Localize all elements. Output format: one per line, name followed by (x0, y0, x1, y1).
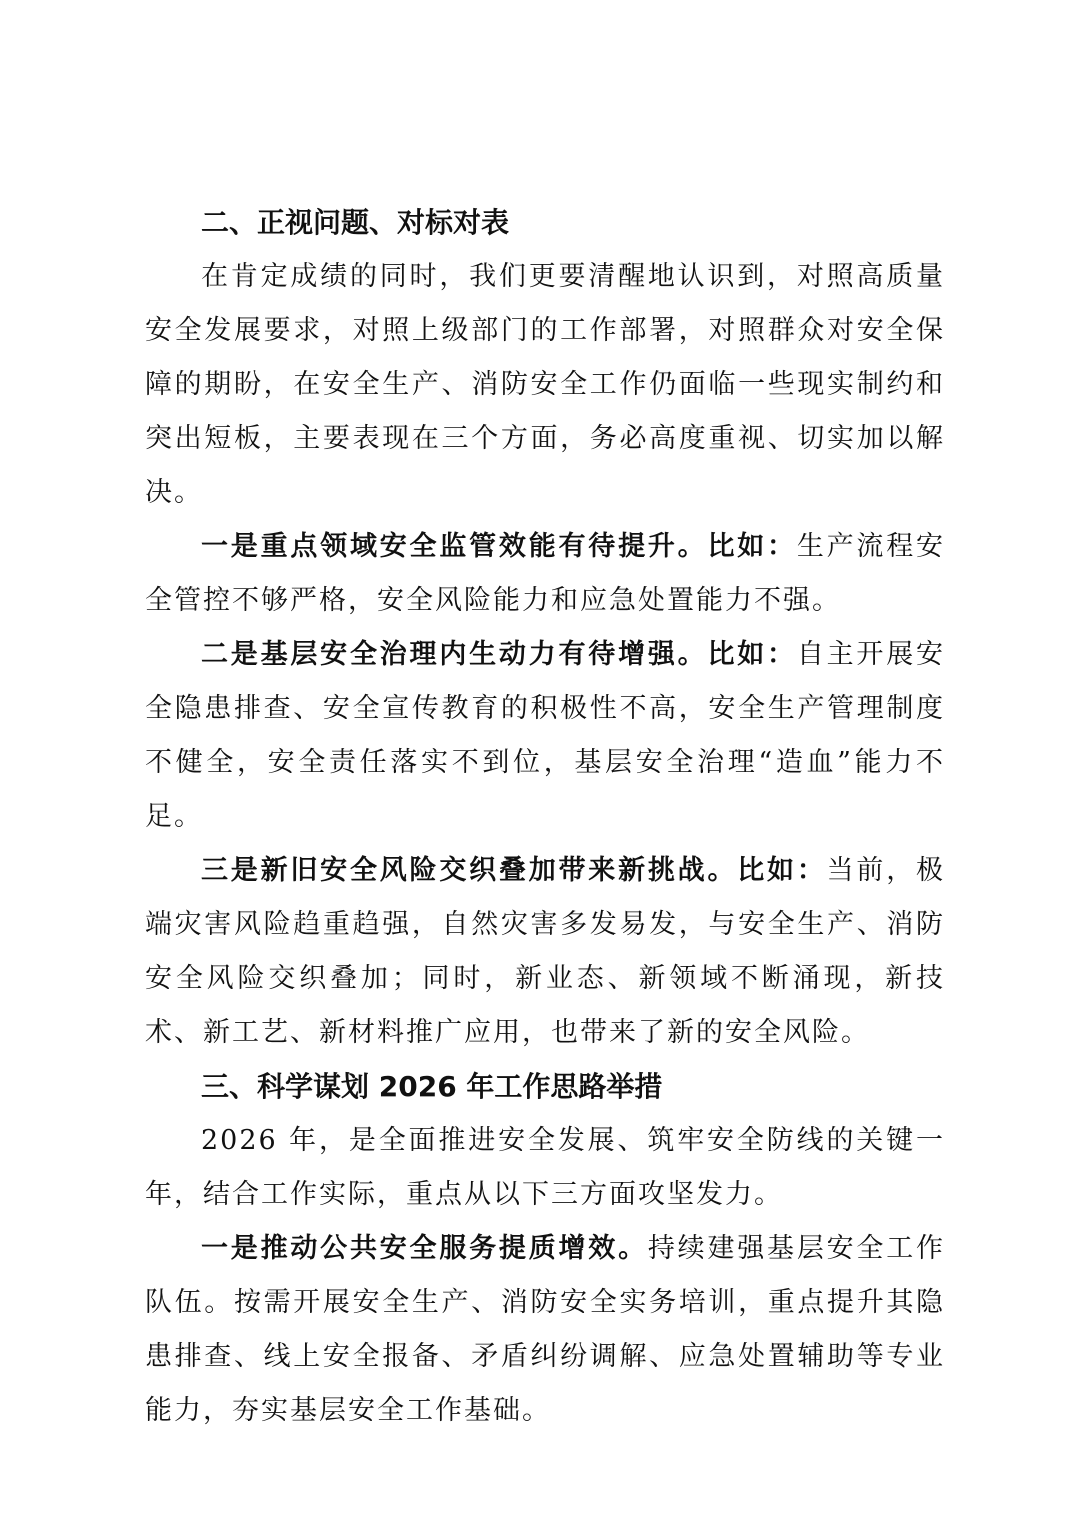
section-3-heading: 三、科学谋划 2026 年工作思路举措 (201, 1070, 663, 1103)
point-lead: 一是推动公共安全服务提质增效。 (201, 1233, 648, 1264)
document-body (145, 196, 945, 1438)
point-body: 当前，极端灾害风险趋重趋强，自然灾害多发易发，与安全生产、消防安全风险交织叠加；同时，新业态、新领域不断涌现，新技术、新工艺、新材料推广应用，也带来了新的安全风险。 (145, 855, 946, 1048)
section-3-intro: 2026 年，是全面推进安全发展、筑牢安全防线的关键一年，结合工作实际，重点从以下三方面攻坚发力。 (145, 1125, 945, 1210)
point-body: 自主开展安全隐患排查、安全宣传教育的积极性不高，安全生产管理制度不健全，安全责任落实不到位，基层安全治理“造血”能力不足。 (145, 639, 946, 832)
section-2-point-1 (145, 520, 945, 628)
section-2-point-3 (145, 844, 945, 1060)
section-2-point-2 (145, 628, 945, 844)
point-body: 持续建强基层安全工作队伍。按需开展安全生产、消防安全实务培训，重点提升其隐患排查、线上安全报备、矛盾纠纷调解、应急处置辅助等专业能力，夯实基层安全工作基础。 (145, 1233, 945, 1426)
point-lead: 二是基层安全治理内生动力有待增强。比如： (201, 639, 797, 670)
point-body: 生产流程安全管控不够严格，安全风险能力和应急处置能力不强。 (145, 531, 946, 616)
point-lead: 三是新旧安全风险交织叠加带来新挑战。比如： (201, 855, 827, 886)
point-lead: 一是重点领域安全监管效能有待提升。比如： (201, 531, 797, 562)
section-2-heading: 二、正视问题、对标对表 (201, 206, 510, 239)
section-3-point-1 (145, 1222, 945, 1438)
section-2-intro: 在肯定成绩的同时，我们更要清醒地认识到，对照高质量安全发展要求，对照上级部门的工作部署，对照群众对安全保障的期盼，在安全生产、消防安全工作仍面临一些现实制约和突出短板，主要表现在三个方面，务必高度重视、切实加以解决。 (145, 261, 945, 508)
